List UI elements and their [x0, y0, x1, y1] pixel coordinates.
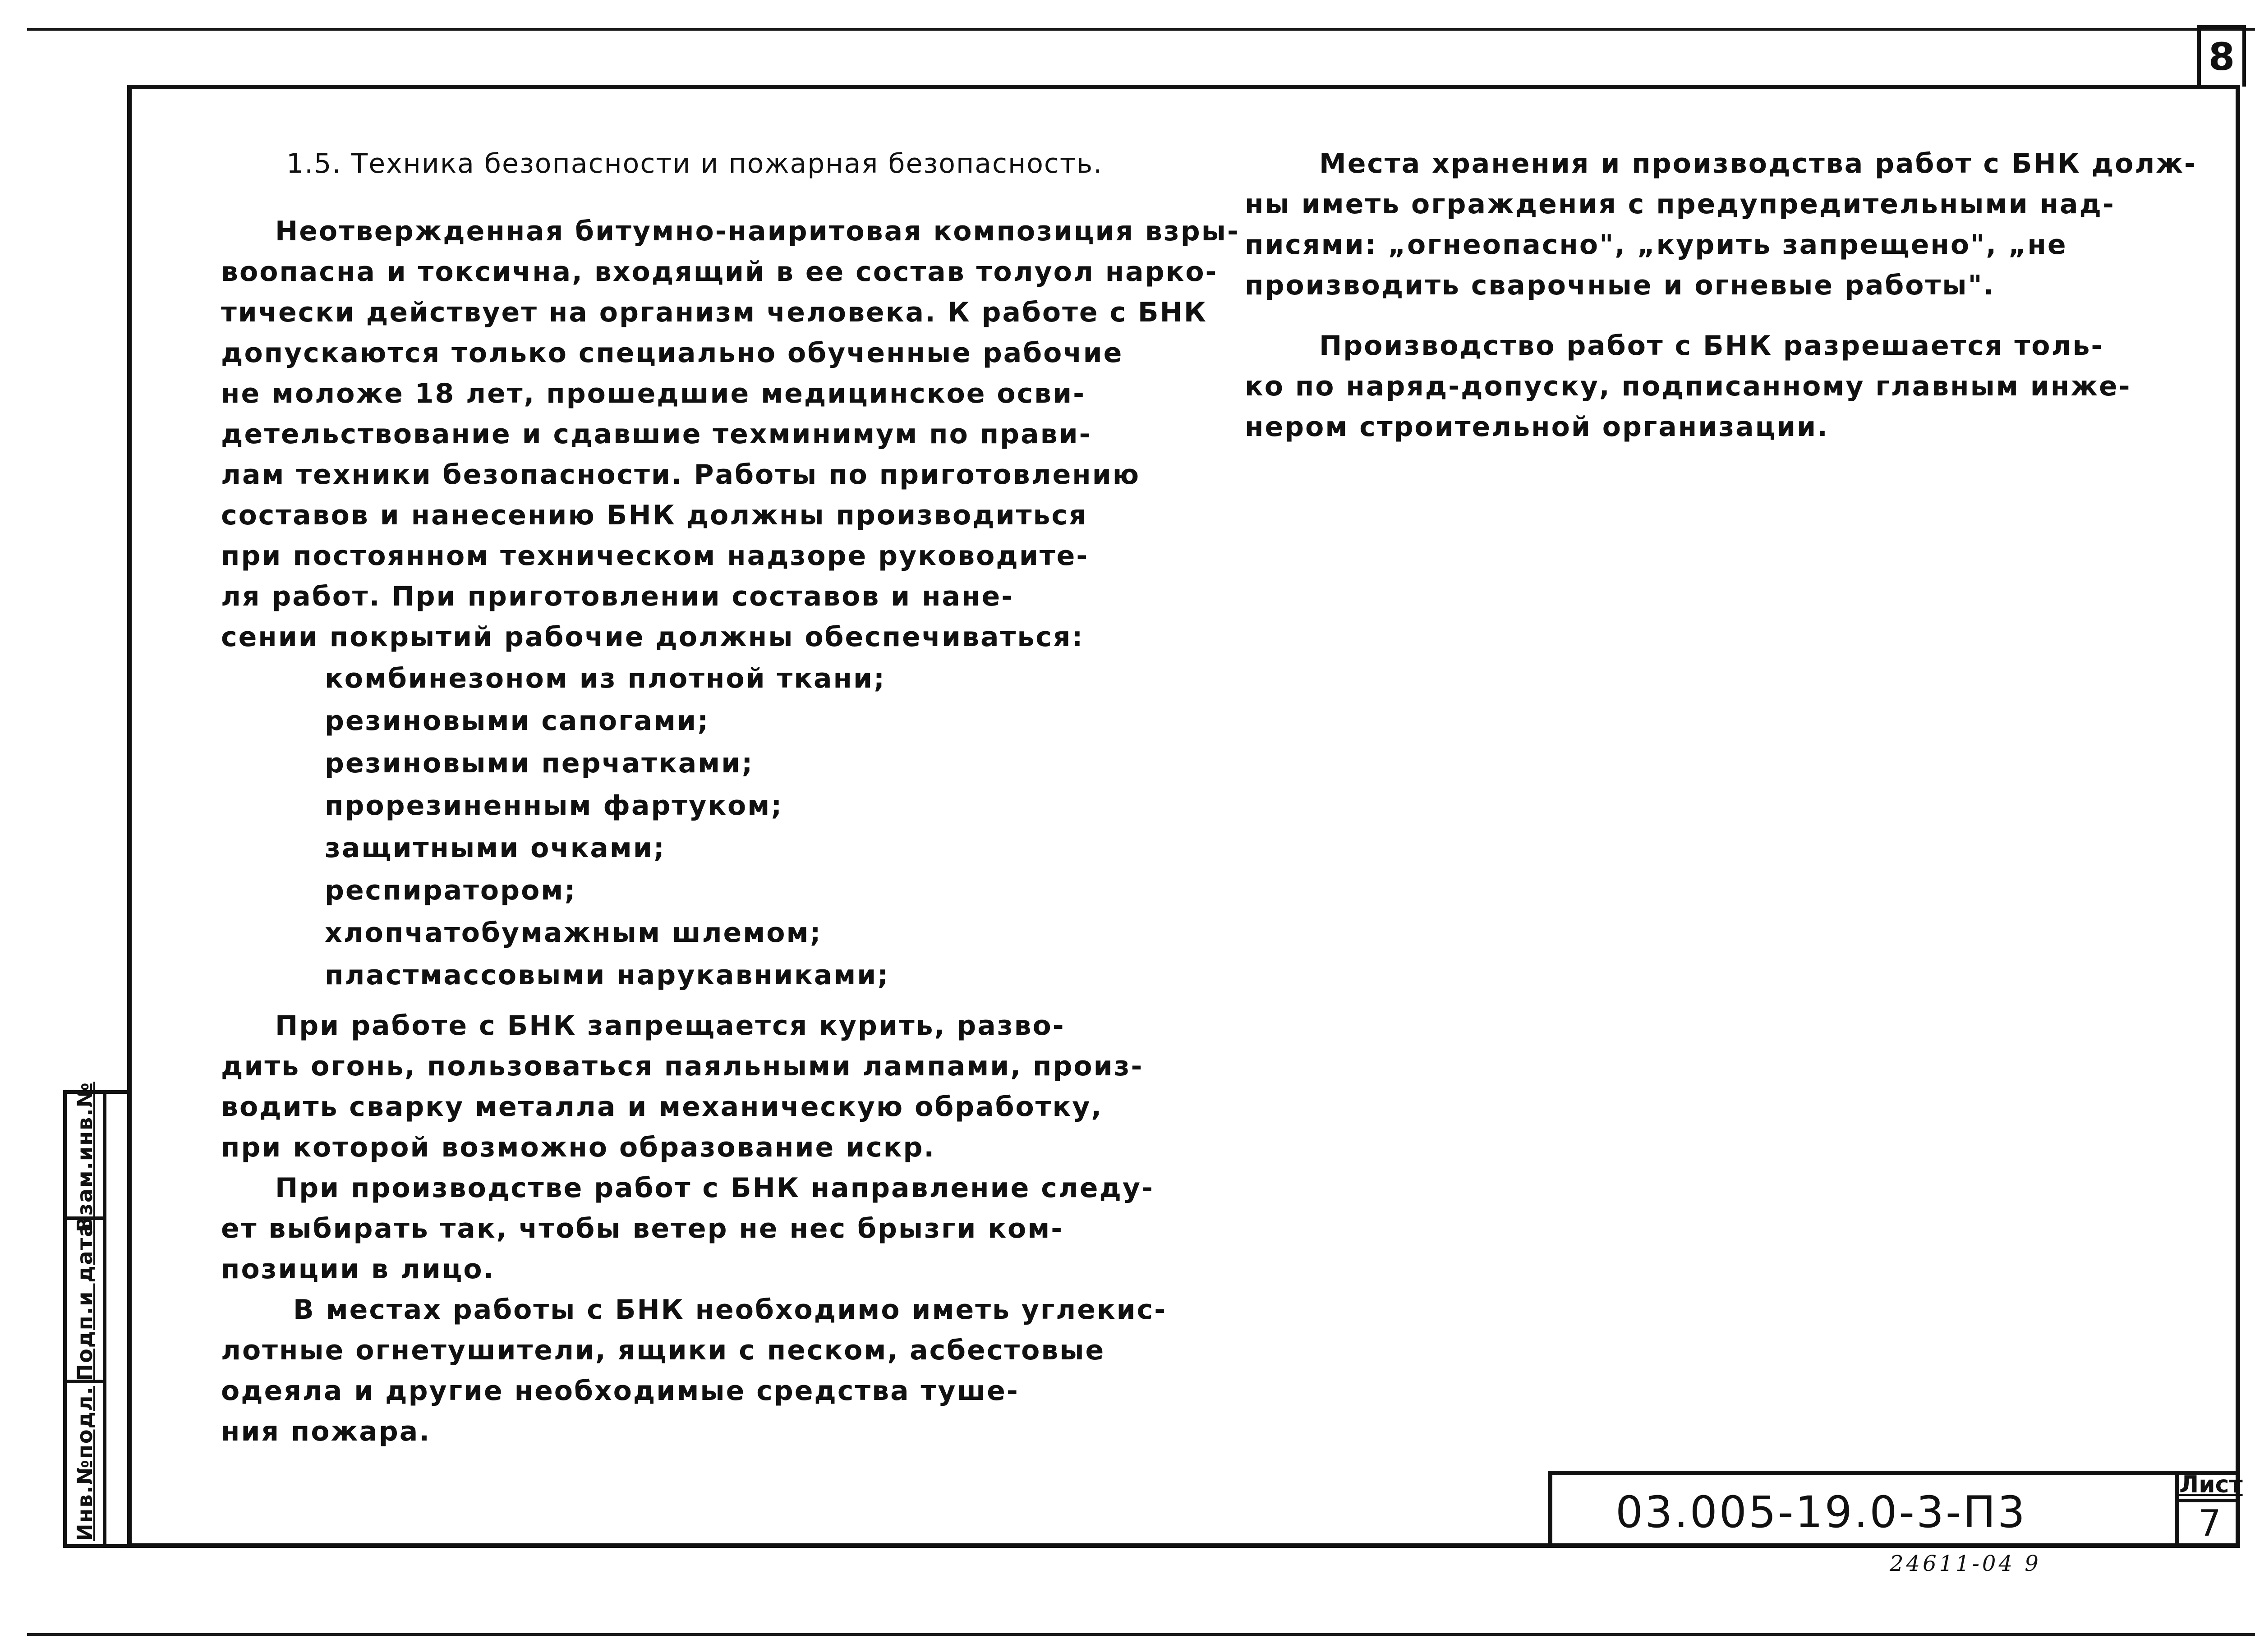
text-line: Производство работ с БНК разрешается толь-	[1319, 330, 2104, 362]
paragraph-prohibitions	[221, 1005, 1240, 1168]
text-line: лотные огнетушители, ящики с песком, асбестовые	[221, 1335, 1105, 1366]
text-line: ко по наряд-допуску, подписанному главным инже-	[1245, 371, 2131, 402]
equipment-list	[221, 657, 1240, 996]
text-line: воопасна и токсична, входящий в ее состав толуол нарко-	[221, 256, 1218, 288]
text-line: сении покрытий рабочие должны обеспечиваться:	[221, 621, 1084, 653]
text-line: В местах работы с БНК необходимо иметь углекис-	[293, 1294, 1167, 1326]
text-line: Места хранения и производства работ с БНК долж-	[1319, 148, 2197, 179]
text-line: составов и нанесению БНК должны производиться	[221, 500, 1088, 531]
side-label: Подп.и дата	[73, 1222, 97, 1381]
section-title: 1.5. Техника безопасности и пожарная безопасность.	[286, 148, 1103, 179]
text-line: допускаются только специально обученные рабочие	[221, 337, 1123, 369]
side-label: Взам.инв.№	[73, 1082, 97, 1232]
text-line: водить сварку металла и механическую обработку,	[221, 1091, 1103, 1123]
paragraph-storage-fencing	[1245, 143, 2197, 306]
text-line: Неотвержденная битумно-наиритовая композиция взры-	[275, 216, 1240, 247]
text-line: ны иметь ограждения с предупредительными над-	[1245, 188, 2115, 220]
title-block	[1548, 1471, 2243, 1548]
list-item: резиновыми перчатками;	[325, 748, 754, 779]
text-line: ния пожара.	[221, 1416, 431, 1447]
side-cell-signature	[67, 1220, 103, 1383]
left-column	[221, 143, 1240, 1452]
document-code: 03.005-19.0-3-П3	[1615, 1487, 2027, 1537]
text-line: ет выбирать так, чтобы ветер не нес брызги ком-	[221, 1213, 1064, 1244]
list-item: хлопчатобумажным шлемом;	[325, 917, 822, 949]
text-line: лам техники безопасности. Работы по приготовлению	[221, 459, 1141, 491]
text-line: не моложе 18 лет, прошедшие медицинское осви-	[221, 378, 1086, 409]
right-column	[1245, 143, 2197, 447]
text-line: детельствование и сдавшие техминимум по прави-	[221, 418, 1092, 450]
list-item: комбинезоном из плотной ткани;	[325, 663, 886, 694]
paragraph-fire-equipment	[221, 1289, 1240, 1452]
text-line: дить огонь, пользоваться паяльными лампами, произ-	[221, 1051, 1144, 1082]
text-line: ля работ. При приготовлении составов и нане-	[221, 581, 1014, 612]
text-line: позиции в лицо.	[221, 1253, 495, 1285]
text-line: нером строительной организации.	[1245, 411, 1829, 443]
text-line: при которой возможно образование искр.	[221, 1132, 936, 1163]
sheet-label: Лист	[2179, 1471, 2240, 1502]
text-line: При производстве работ с БНК направление следу-	[275, 1172, 1154, 1204]
bottom-border-line	[27, 1633, 2255, 1636]
page-number-top: 8	[2197, 25, 2246, 87]
text-line: при постоянном техническом надзоре руководите-	[221, 540, 1089, 572]
text-line: одеяла и другие необходимые средства туше-	[221, 1375, 1019, 1407]
list-item: пластмассовыми нарукавниками;	[325, 959, 890, 991]
list-item: респиратором;	[325, 875, 577, 906]
archive-number: 24611-04 9	[1890, 1551, 2041, 1576]
text-line: При работе с БНК запрещается курить, разво-	[275, 1010, 1065, 1042]
text-line: писями: „огнеопасно", „курить запрещено", „не	[1245, 229, 2067, 261]
paragraph-work-permit	[1245, 326, 2197, 447]
top-border-line	[27, 28, 2255, 31]
list-item: резиновыми сапогами;	[325, 705, 710, 737]
list-item: прорезиненным фартуком;	[325, 790, 783, 821]
list-item: защитными очками;	[325, 832, 666, 864]
sheet-number: 7	[2198, 1502, 2221, 1544]
sheet-number-box	[2175, 1471, 2243, 1548]
side-label: Инв.№подл.	[73, 1386, 97, 1541]
side-cell-inventory	[67, 1383, 103, 1544]
paragraph-hazards	[221, 211, 1240, 657]
approval-side-strip	[63, 1082, 131, 1548]
text-line: производить сварочные и огневые работы".	[1245, 270, 1995, 301]
text-line: тически действует на организм человека. К работе с БНК	[221, 297, 1207, 328]
side-cell-replacement	[67, 1082, 103, 1232]
paragraph-wind-direction	[221, 1168, 1240, 1289]
